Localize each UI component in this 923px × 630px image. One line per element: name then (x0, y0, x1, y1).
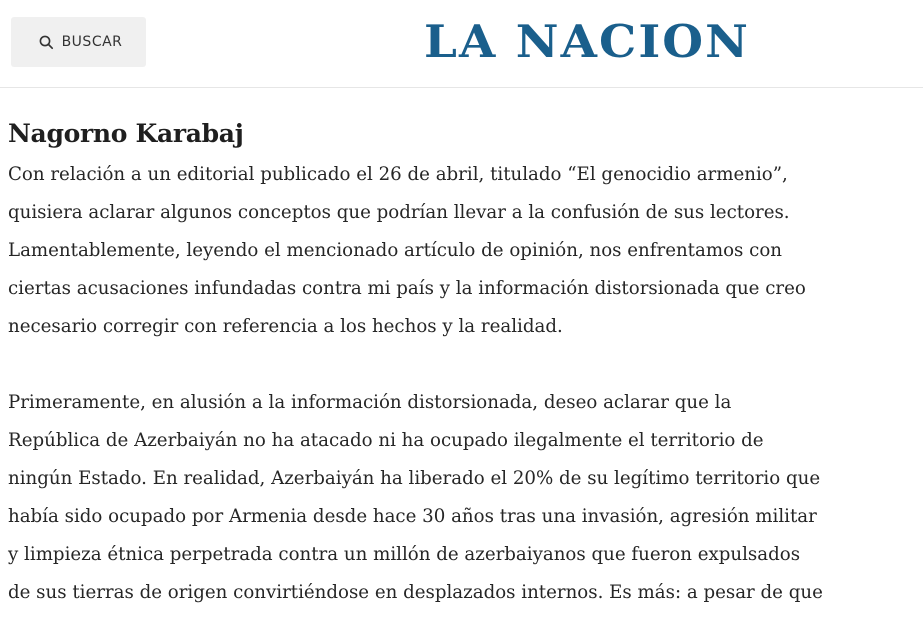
article (8, 112, 923, 612)
search-icon (39, 35, 54, 50)
paragraph-line: Primeramente, en alusión a la información distorsionada, deseo aclarar que la (8, 392, 732, 413)
paragraph-line: ciertas acusaciones infundadas contra mi país y la información distorsionada que creo (8, 278, 806, 299)
site-header (0, 0, 923, 88)
search-button[interactable] (11, 17, 146, 67)
paragraph-line: había sido ocupado por Armenia desde hace 30 años tras una invasión, agresión militar (8, 506, 817, 527)
search-button-label: BUSCAR (61, 34, 123, 50)
paragraph-line: Lamentablemente, leyendo el mencionado artículo de opinión, nos enfrentamos con (8, 240, 782, 261)
article-paragraph (8, 156, 923, 346)
paragraph-line: y limpieza étnica perpetrada contra un millón de azerbaiyanos que fueron expulsados (8, 544, 801, 565)
paragraph-line: República de Azerbaiyán no ha atacado ni ha ocupado ilegalmente el territorio de (8, 430, 764, 451)
paragraph-line: de sus tierras de origen convirtiéndose en desplazados internos. Es más: a pesar de que (8, 582, 823, 603)
paragraph-line: quisiera aclarar algunos conceptos que podrían llevar a la confusión de sus lectores. (8, 202, 790, 223)
article-title: Nagorno Karabaj (8, 119, 244, 148)
article-paragraph (8, 384, 923, 612)
paragraph-line: ningún Estado. En realidad, Azerbaiyán ha liberado el 20% de su legítimo territorio que (8, 468, 821, 489)
paragraph-spacer (8, 346, 923, 384)
site-logo[interactable]: LA NACION (424, 15, 751, 68)
paragraph-line: Con relación a un editorial publicado el 26 de abril, titulado “El genocidio armenio”, (8, 164, 788, 185)
paragraph-line: necesario corregir con referencia a los hechos y la realidad. (8, 316, 563, 337)
